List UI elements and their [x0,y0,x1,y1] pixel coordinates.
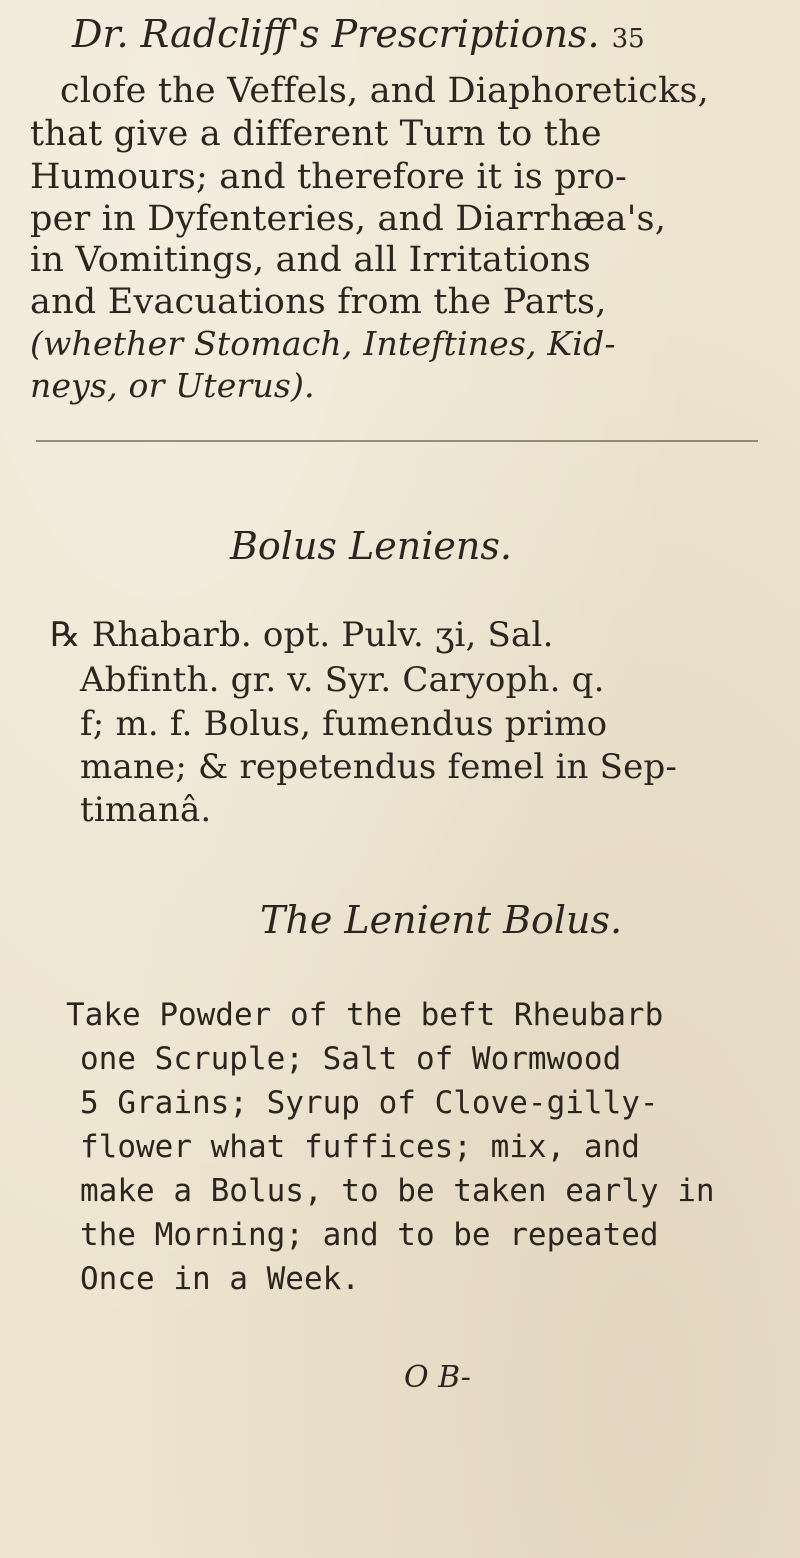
paragraph-line: Humours; and therefore it is pro- [30,157,628,197]
paragraph-line: (whether Stomach, Inteftines, Kid- [30,324,616,363]
recipe-line: Once in a Week. [80,1261,360,1297]
recipe-line: make a Bolus, to be taken early in [80,1173,715,1209]
recipe-line: 5 Grains; Syrup of Clove-gilly- [80,1085,659,1121]
paragraph-line: per in Dyfenteries, and Diarrhæa's, [30,199,667,239]
page-number: 35 [611,24,645,54]
paragraph-line: neys, or Uterus). [30,366,315,405]
running-title: Dr. Radcliff's Prescriptions. [72,12,600,56]
latin-title: Bolus Leniens. [230,524,512,568]
recipe-line: Abfinth. gr. v. Syr. Caryoph. q. [80,660,605,700]
recipe-line: Take Powder of the beft Rheubarb [66,997,664,1033]
paragraph-line: in Vomitings, and all Irritations [30,240,591,280]
catchword: O B- [404,1360,471,1395]
recipe-line: mane; & repetendus femel in Sep- [80,747,678,787]
recipe-line: ℞ Rhabarb. opt. Pulv. ʒi, Sal. [50,615,554,655]
english-title: The Lenient Bolus. [260,898,623,942]
paragraph-line: and Evacuations from the Parts, [30,282,607,322]
running-header [72,12,645,56]
paragraph-line: that give a different Turn to the [30,114,602,154]
section-divider [36,440,758,442]
recipe-line: timanâ. [80,790,212,830]
recipe-line: flower what fuffices; mix, and [80,1129,640,1165]
recipe-line: f; m. f. Bolus, fumendus primo [80,704,608,744]
recipe-line: the Morning; and to be repeated [80,1217,659,1253]
recipe-line: one Scruple; Salt of Wormwood [80,1041,622,1077]
paragraph-line: clofe the Veffels, and Diaphoreticks, [60,71,709,111]
